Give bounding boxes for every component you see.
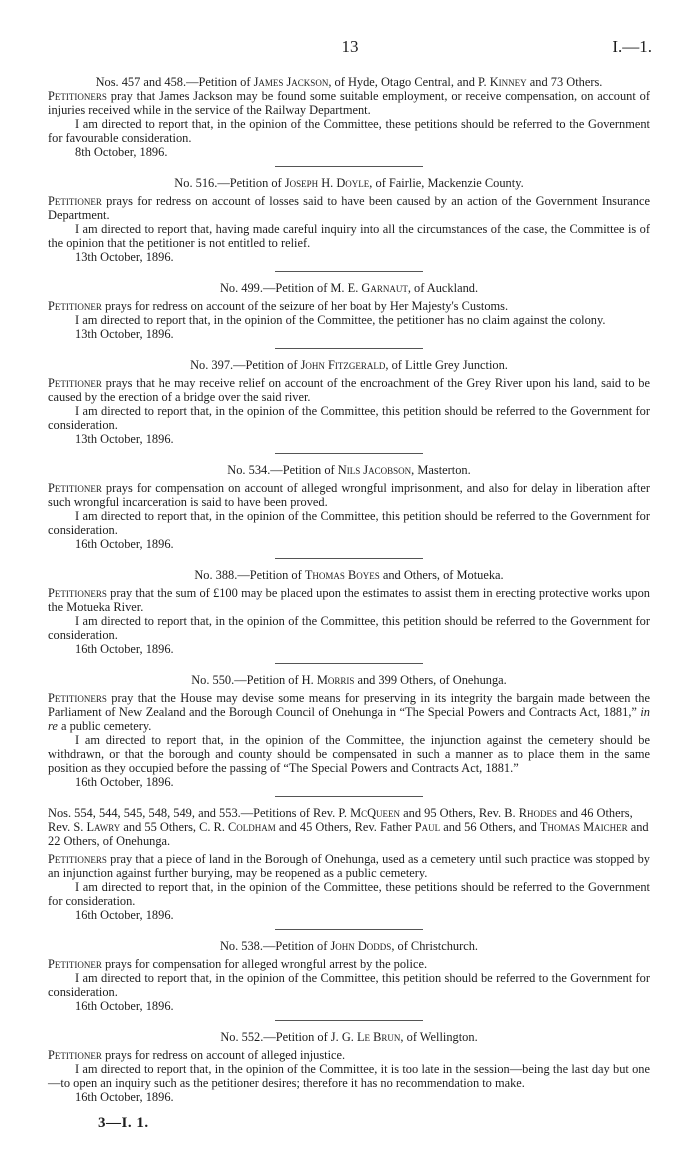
petition-entry	[48, 281, 650, 341]
committee-report: I am directed to report that, in the opinion of the Committee, this petition should be referred to the Government for consideration.	[48, 509, 650, 537]
petitioner-name: Joseph H. Doyle	[284, 176, 370, 190]
petitioner-name: Le Brun	[356, 1030, 401, 1044]
divider	[275, 929, 423, 930]
petition-heading: No. 538.—Petition of John Dodds, of Christchurch.	[219, 939, 479, 953]
divider	[275, 453, 423, 454]
petitioner-name: Garnaut	[361, 281, 408, 295]
divider	[275, 796, 423, 797]
petition-heading: No. 550.—Petition of H. Morris and 399 Others, of Onehunga.	[191, 673, 507, 687]
report-date: 13th October, 1896.	[75, 327, 174, 341]
petition-body: Petitioners pray that James Jackson may be found some suitable employment, or receive compensation, on account of injuries received while in the service of the Railway Department.	[48, 89, 650, 117]
petition-entry	[48, 673, 650, 789]
petition-body: Petitioners pray that the sum of £100 may be placed upon the estimates to assist them in erecting protective works upon the Motueka River.	[48, 586, 650, 614]
divider	[275, 663, 423, 664]
committee-report: I am directed to report that, in the opinion of the Committee, the petitioner has no claim against the colony.	[75, 313, 606, 327]
committee-report: I am directed to report that, in the opinion of the Committee, it is too late in the session—being the last day but one—to open an inquiry such as the petitioner desires; therefore it has no recommendation to make.	[48, 1062, 650, 1090]
report-date: 16th October, 1896.	[75, 775, 174, 789]
petition-entry	[48, 568, 650, 656]
committee-report: I am directed to report that, in the opinion of the Committee, these petitions should be referred to the Government for consideration.	[48, 880, 650, 908]
petition-entry	[48, 463, 650, 551]
petition-body: Petitioners pray that the House may devise some means for preserving in its integrity the bargain made between the Parliament of New Zealand and the Borough Council of Onehunga in “The Special Powers and Contracts Act, 1881,” in re a public cemetery.	[48, 691, 650, 733]
divider	[275, 1020, 423, 1021]
petitioner-name: John Fitzgerald	[300, 358, 386, 372]
petitioner-name: Lawry	[86, 820, 121, 834]
petitioner-name: Kinney	[489, 75, 527, 89]
petitioner-name: James Jackson	[253, 75, 329, 89]
divider	[275, 271, 423, 272]
report-date: 16th October, 1896.	[75, 537, 174, 551]
petitioner-name: Coldham	[228, 820, 276, 834]
page-number: 13	[341, 37, 359, 56]
petition-entry	[48, 358, 650, 446]
petition-heading: No. 534.—Petition of Nils Jacobson, Masterton.	[227, 463, 471, 477]
petition-body: Petitioner prays for compensation on account of alleged wrongful imprisonment, and also for delay in liberation after such wrongful incarceration is said to have been proved.	[48, 481, 650, 509]
paper-reference: I.—1.	[612, 37, 652, 56]
signature-mark: 3—I. 1.	[98, 1115, 149, 1131]
committee-report: I am directed to report that, in the opinion of the Committee, this petition should be referred to the Government for consideration.	[48, 404, 650, 432]
report-date: 8th October, 1896.	[75, 145, 168, 159]
report-date: 16th October, 1896.	[75, 908, 174, 922]
committee-report: I am directed to report that, having made careful inquiry into all the circumstances of the case, the Committee is of the opinion that the petitioner is not entitled to relief.	[48, 222, 650, 250]
petitioner-name: McQueen	[350, 806, 401, 820]
petition-entry	[48, 176, 650, 264]
divider	[275, 558, 423, 559]
petition-body: Petitioner prays for redress on account of losses said to have been caused by an action of the Government Insurance Department.	[48, 194, 650, 222]
report-date: 16th October, 1896.	[75, 999, 174, 1013]
report-date: 13th October, 1896.	[75, 432, 174, 446]
petition-heading: Nos. 457 and 458.—Petition of James Jackson, of Hyde, Otago Central, and P. Kinney and 73 Others.	[95, 75, 603, 89]
petition-entry	[48, 1030, 650, 1104]
committee-report: I am directed to report that, in the opinion of the Committee, this petition should be referred to the Government for consideration.	[48, 614, 650, 642]
petition-heading: No. 397.—Petition of John Fitzgerald, of Little Grey Junction.	[190, 358, 508, 372]
committee-report: I am directed to report that, in the opinion of the Committee, these petitions should be referred to the Government for favourable consideration.	[48, 117, 650, 145]
petition-heading: No. 516.—Petition of Joseph H. Doyle, of Fairlie, Mackenzie County.	[174, 176, 524, 190]
petition-entry	[48, 939, 650, 1013]
petitioner-name: Paul	[414, 820, 441, 834]
report-date: 13th October, 1896.	[75, 250, 174, 264]
petition-body: Petitioners pray that a piece of land in the Borough of Onehunga, used as a cemetery until such practice was stopped by an injunction against further burying, may be reopened as a public cemetery.	[48, 852, 650, 880]
petition-body: Petitioner prays for redress on account of the seizure of her boat by Her Majesty's Customs.	[48, 299, 509, 313]
petition-heading: No. 499.—Petition of M. E. Garnaut, of Auckland.	[219, 281, 479, 295]
petitioner-name: John Dodds	[330, 939, 392, 953]
committee-report: I am directed to report that, in the opinion of the Committee, the injunction against the cemetery should be withdrawn, or that the borough and county should be compensated in such a manner as to place them in the same position as they occupied before the passing of “The Special Powers and Contracts Act, 1881.”	[48, 733, 650, 775]
report-date: 16th October, 1896.	[75, 642, 174, 656]
petition-body: Petitioner prays that he may receive relief on account of the encroachment of the Grey River upon his land, said to be caused by the erection of a bridge over the said river.	[48, 376, 650, 404]
petitioner-name: Rhodes	[518, 806, 557, 820]
petitioner-name: Thomas Maicher	[539, 820, 628, 834]
divider	[275, 348, 423, 349]
petitioner-name: Thomas Boyes	[304, 568, 380, 582]
petition-heading: No. 388.—Petition of Thomas Boyes and Others, of Motueka.	[194, 568, 504, 582]
committee-report: I am directed to report that, in the opinion of the Committee, this petition should be referred to the Government for consideration.	[48, 971, 650, 999]
petition-body: Petitioner prays for redress on account of alleged injustice.	[48, 1048, 346, 1062]
petition-body: Petitioner prays for compensation for alleged wrongful arrest by the police.	[48, 957, 428, 971]
petition-entry	[48, 75, 650, 159]
divider	[275, 166, 423, 167]
petition-heading: Nos. 554, 544, 545, 548, 549, and 553.—Petitions of Rev. P. McQueen and 95 Others, Rev. B. Rhodes and 46 Others, Rev. S. Lawry and 55 Others, C. R. Coldham and 45 Others, Rev. Father Paul and 56 Others, and Thomas Maicher and 22 Others, of Onehunga.	[48, 806, 649, 848]
petitioner-name: Nils Jacobson	[337, 463, 412, 477]
petition-entry	[48, 806, 650, 922]
petitioner-name: Morris	[316, 673, 355, 687]
report-date: 16th October, 1896.	[75, 1090, 174, 1104]
petition-heading: No. 552.—Petition of J. G. Le Brun, of Wellington.	[220, 1030, 478, 1044]
